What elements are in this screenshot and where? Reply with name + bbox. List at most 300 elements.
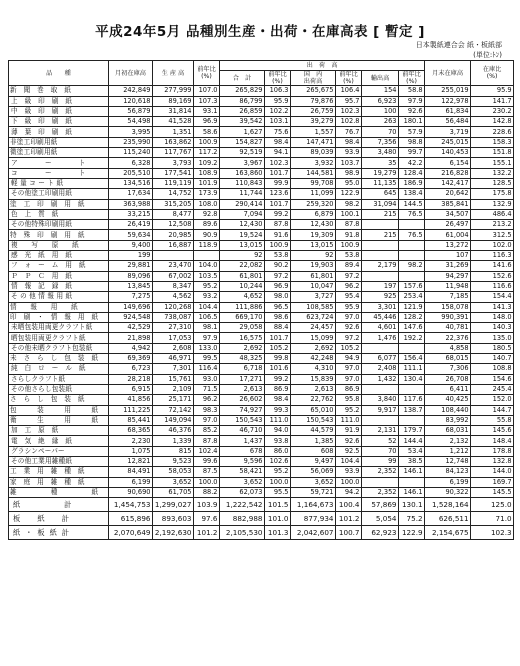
cell-value: 111,886	[220, 302, 265, 312]
cell-value: 132.8	[471, 456, 514, 466]
cell-value: 14,752	[153, 189, 194, 199]
cell-value: 111.1	[399, 364, 425, 374]
cell-value: 23,470	[153, 261, 194, 271]
cell-value: 4,942	[109, 343, 153, 353]
cell-value: 31,094	[362, 199, 399, 209]
row-label: 複 写 原 紙	[9, 240, 109, 250]
cell-value: 59,634	[109, 230, 153, 240]
cell-value: 1,627	[220, 127, 265, 137]
cell-value: 93.1	[194, 106, 220, 116]
cell-value: 179.7	[399, 426, 425, 436]
cell-value: 117.2	[194, 148, 220, 158]
cell-value: 242,849	[109, 86, 153, 96]
cell-value: 3,301	[362, 302, 399, 312]
table-body	[9, 86, 514, 540]
cell-value: 1,437	[220, 436, 265, 446]
cell-value: 26,602	[220, 395, 265, 405]
cell-value: 134,516	[109, 178, 153, 188]
cell-value: 9,917	[362, 405, 399, 415]
cell-value: 132.2	[471, 168, 514, 178]
cell-value: 42.2	[399, 158, 425, 168]
cell-value: 263	[362, 117, 399, 127]
cell-value: 95.4	[336, 292, 362, 302]
cell-value: 98.3	[194, 405, 220, 415]
cell-value: 102.0	[471, 240, 514, 250]
cell-value	[399, 240, 425, 250]
cell-value: 56,879	[109, 106, 153, 116]
cell-value: 45,446	[362, 312, 399, 322]
cell-value: 259,320	[291, 199, 336, 209]
cell-value: 29,058	[220, 323, 265, 333]
row-label: 色 上 質 紙	[9, 209, 109, 219]
cell-value: 89.6	[194, 220, 220, 230]
cell-value: 89.4	[336, 261, 362, 271]
cell-value: 99.9	[265, 178, 291, 188]
cell-value: 99.6	[194, 456, 220, 466]
cell-value: 148.0	[471, 312, 514, 322]
cell-value: 70	[362, 446, 399, 456]
cell-value: 62,923	[362, 526, 399, 540]
cell-value: 59,721	[291, 487, 336, 497]
cell-value: 102.3	[471, 526, 514, 540]
cell-value: 145.6	[471, 426, 514, 436]
header-production: 生 産 高	[153, 61, 194, 86]
cell-value: 96.9	[194, 117, 220, 127]
cell-value: 22,376	[425, 333, 471, 343]
cell-value: 9,497	[291, 456, 336, 466]
row-label: 情 報 用 紙	[9, 302, 109, 312]
cell-value: 7,306	[425, 364, 471, 374]
subtotal-row	[9, 230, 514, 240]
cell-value: 151.8	[471, 148, 514, 158]
cell-value: 42,248	[291, 354, 336, 364]
cell-value: 8,347	[153, 281, 194, 291]
cell-value: 245.4	[471, 384, 514, 394]
cell-value: 6,328	[109, 158, 153, 168]
cell-value: 3,840	[362, 395, 399, 405]
cell-value: 99	[362, 456, 399, 466]
table-row	[9, 323, 514, 333]
cell-value: 116.6	[471, 281, 514, 291]
cell-value: 626,511	[425, 512, 471, 526]
table-row	[9, 178, 514, 188]
cell-value: 2,192,630	[153, 526, 194, 540]
cell-value: 70	[362, 127, 399, 137]
cell-value: 265,829	[220, 86, 265, 96]
cell-value: 154.4	[471, 292, 514, 302]
cell-value: 7,185	[425, 292, 471, 302]
table-row	[9, 251, 514, 261]
cell-value	[362, 251, 399, 261]
cell-value: 98.1	[194, 323, 220, 333]
cell-value: 12,821	[109, 456, 153, 466]
cell-value: 2,352	[362, 487, 399, 497]
cell-value: 5,054	[362, 512, 399, 526]
header-shipments-total: 合 計	[220, 71, 265, 86]
cell-value: 29,881	[109, 261, 153, 271]
cell-value: 669,170	[220, 312, 265, 322]
cell-value: 89,096	[109, 271, 153, 281]
cell-value: 205,510	[109, 168, 153, 178]
table-row	[9, 364, 514, 374]
cell-value: 52	[362, 436, 399, 446]
table-row	[9, 271, 514, 281]
cell-value	[399, 220, 425, 230]
row-label: 未 さ ら し 包 装 紙	[9, 354, 109, 364]
cell-value: 1,222,542	[220, 498, 265, 512]
cell-value: 255,019	[425, 86, 471, 96]
subtotal-row	[9, 477, 514, 487]
cell-value: 98.0	[265, 292, 291, 302]
cell-value: 100.9	[265, 240, 291, 250]
cell-value: 2,131	[362, 426, 399, 436]
table-row	[9, 240, 514, 250]
cell-value: 11,099	[291, 189, 336, 199]
cell-value: 92	[220, 251, 265, 261]
row-label: 加 工 原 紙	[9, 426, 109, 436]
cell-value: 88.2	[194, 487, 220, 497]
cell-value: 277,999	[153, 86, 194, 96]
cell-value: 31,269	[425, 261, 471, 271]
cell-value: 3,652	[220, 477, 265, 487]
cell-value: 100.1	[336, 209, 362, 219]
cell-value: 119,119	[153, 178, 194, 188]
cell-value: 145.5	[471, 487, 514, 497]
cell-value: 46,971	[153, 354, 194, 364]
cell-value: 92.8	[194, 209, 220, 219]
subtotal-row	[9, 86, 514, 96]
cell-value: 138.7	[399, 405, 425, 415]
subtotal-row	[9, 467, 514, 477]
cell-value: 149,094	[153, 415, 194, 425]
row-label: Ｐ Ｐ Ｃ 用 紙	[9, 271, 109, 281]
cell-value: 61,004	[425, 230, 471, 240]
cell-value: 100.0	[336, 477, 362, 487]
cell-value: 230.2	[471, 106, 514, 116]
cell-value: 146.1	[399, 487, 425, 497]
cell-value: 26,497	[425, 220, 471, 230]
cell-value: 128.5	[471, 178, 514, 188]
cell-value	[399, 384, 425, 394]
cell-value: 103.5	[194, 271, 220, 281]
cell-value	[399, 271, 425, 281]
cell-value: 154	[362, 86, 399, 96]
cell-value: 57.9	[399, 127, 425, 137]
row-label: さ ら し 包 装 紙	[9, 395, 109, 405]
cell-value: 608	[291, 446, 336, 456]
cell-value: 4,310	[291, 364, 336, 374]
cell-value: 156.4	[399, 354, 425, 364]
cell-value	[153, 251, 194, 261]
header-inventory-ratio: 在庫比 (%)	[471, 61, 514, 86]
cell-value: 157.6	[399, 281, 425, 291]
total-row	[9, 512, 514, 526]
cell-value: 88.4	[265, 323, 291, 333]
cell-value: 72,142	[153, 405, 194, 415]
cell-value: 101.2	[336, 512, 362, 526]
cell-value: 106.4	[336, 86, 362, 96]
cell-value: 12,430	[291, 220, 336, 230]
cell-value: 102.2	[265, 106, 291, 116]
cell-value: 71.0	[471, 512, 514, 526]
cell-value: 120,618	[109, 96, 153, 106]
cell-value: 213.2	[471, 220, 514, 230]
table-row	[9, 446, 514, 456]
table-row	[9, 384, 514, 394]
cell-value: 6,718	[220, 364, 265, 374]
row-label: 印 刷 ・ 情 報 用 紙	[9, 312, 109, 322]
cell-value: 2,692	[291, 343, 336, 353]
header-category: 品 種	[9, 61, 109, 86]
cell-value: 144,581	[291, 168, 336, 178]
cell-value: 104.4	[194, 302, 220, 312]
cell-value: 7,301	[153, 364, 194, 374]
cell-value: 149,696	[109, 302, 153, 312]
cell-value: 101.5	[265, 498, 291, 512]
cell-value: 99.7	[399, 148, 425, 158]
subtotal-row	[9, 354, 514, 364]
cell-value: 87.8	[265, 220, 291, 230]
cell-value: 87.5	[194, 467, 220, 477]
cell-value: 101.7	[265, 333, 291, 343]
cell-value: 58.6	[194, 127, 220, 137]
cell-value: 98.8	[399, 137, 425, 147]
table-row	[9, 374, 514, 384]
cell-value: 61,801	[220, 271, 265, 281]
cell-value: 6,199	[425, 477, 471, 487]
cell-value: 4,601	[362, 323, 399, 333]
row-label: そ の 他 情 報 用 紙	[9, 292, 109, 302]
cell-value: 197	[362, 281, 399, 291]
cell-value: 56,484	[425, 117, 471, 127]
cell-value: 40,425	[425, 395, 471, 405]
cell-value: 925	[362, 292, 399, 302]
cell-value: 57,869	[362, 498, 399, 512]
cell-value: 6,411	[425, 384, 471, 394]
cell-value: 84,491	[109, 467, 153, 477]
subtotal-row	[9, 395, 514, 405]
cell-value: 102.4	[194, 446, 220, 456]
row-label: ア ー ト	[9, 158, 109, 168]
cell-value: 97.0	[336, 364, 362, 374]
cell-value: 3,719	[425, 127, 471, 137]
cell-value: 154.6	[471, 374, 514, 384]
table-row	[9, 106, 514, 116]
cell-value: 99.8	[265, 354, 291, 364]
header-total-yoy: 前年比 (%)	[265, 71, 291, 86]
cell-value	[362, 240, 399, 250]
cell-value: 104.0	[194, 261, 220, 271]
table-row	[9, 127, 514, 137]
cell-value: 24,457	[291, 323, 336, 333]
cell-value: 13,845	[109, 281, 153, 291]
cell-value: 116.4	[194, 364, 220, 374]
cell-value	[194, 251, 220, 261]
table-row	[9, 426, 514, 436]
cell-value: 6,915	[109, 384, 153, 394]
table-row	[9, 117, 514, 127]
cell-value: 6,723	[109, 364, 153, 374]
row-label: さらしクラフト紙	[9, 374, 109, 384]
cell-value: 102.3	[265, 158, 291, 168]
row-label: 上 級 印 刷 紙	[9, 96, 109, 106]
cell-value: 98.4	[265, 395, 291, 405]
cell-value: 130.1	[399, 498, 425, 512]
cell-value: 86.0	[265, 446, 291, 456]
cell-value: 146.1	[399, 467, 425, 477]
cell-value: 363,988	[109, 199, 153, 209]
cell-value: 97.0	[336, 374, 362, 384]
cell-value: 61,834	[425, 106, 471, 116]
cell-value: 93.0	[194, 374, 220, 384]
cell-value: 140.7	[471, 354, 514, 364]
cell-value: 103.7	[336, 158, 362, 168]
cell-value: 100.0	[265, 477, 291, 487]
subtotal-row	[9, 137, 514, 147]
cell-value: 41,528	[153, 117, 194, 127]
cell-value: 122,978	[425, 96, 471, 106]
cell-value: 142,417	[425, 178, 471, 188]
cell-value: 4,562	[153, 292, 194, 302]
cell-value: 186.9	[399, 178, 425, 188]
cell-value: 9,596	[220, 456, 265, 466]
cell-value: 15,839	[291, 374, 336, 384]
cell-value: 117,767	[153, 148, 194, 158]
cell-value: 169.7	[471, 477, 514, 487]
cell-value: 7,356	[362, 137, 399, 147]
cell-value: 4,858	[425, 343, 471, 353]
cell-value: 83,992	[425, 415, 471, 425]
cell-value: 990,391	[425, 312, 471, 322]
cell-value: 96.2	[194, 395, 220, 405]
cell-value: 67,002	[153, 271, 194, 281]
subtotal-row	[9, 148, 514, 158]
cell-value: 116.3	[471, 251, 514, 261]
cell-value: 94,297	[425, 271, 471, 281]
row-label: 微塗工印刷用紙	[9, 148, 109, 158]
cell-value: 180.5	[471, 343, 514, 353]
cell-value: 97.2	[336, 333, 362, 343]
cell-value: 86.9	[336, 384, 362, 394]
cell-value: 89,039	[291, 148, 336, 158]
cell-value: 97.2	[336, 271, 362, 281]
cell-value: 26,419	[109, 220, 153, 230]
cell-value: 140,453	[425, 148, 471, 158]
row-label: 未晒包装用両更クラフト紙	[9, 323, 109, 333]
row-label: 雑 種 紙	[9, 487, 109, 497]
cell-value: 102.6	[265, 456, 291, 466]
cell-value: 199	[109, 251, 153, 261]
cell-value: 16,887	[153, 240, 194, 250]
cell-value: 152.6	[471, 271, 514, 281]
cell-value: 91.8	[336, 230, 362, 240]
cell-value: 2,105,530	[220, 526, 265, 540]
cell-value: 101.7	[265, 168, 291, 178]
cell-value: 148.4	[471, 436, 514, 446]
cell-value: 645	[362, 189, 399, 199]
cell-value: 96.2	[336, 281, 362, 291]
cell-value: 95.2	[194, 281, 220, 291]
cell-value: 3,652	[291, 477, 336, 487]
cell-value: 95.2	[265, 467, 291, 477]
header-export: 輸出高	[362, 71, 399, 86]
cell-value: 315,205	[153, 199, 194, 209]
cell-value: 61,801	[291, 271, 336, 281]
cell-value: 290,414	[220, 199, 265, 209]
cell-value: 53.8	[336, 251, 362, 261]
cell-value: 101.7	[265, 199, 291, 209]
cell-value: 2,109	[153, 384, 194, 394]
cell-value: 216,828	[425, 168, 471, 178]
row-label: グラシンペーパー	[9, 446, 109, 456]
cell-value: 16,575	[220, 333, 265, 343]
cell-value: 90.9	[194, 230, 220, 240]
cell-value: 97.9	[399, 96, 425, 106]
cell-value: 108.8	[471, 364, 514, 374]
header-closing-inventory: 月末在庫高	[425, 61, 471, 86]
cell-value: 22,082	[220, 261, 265, 271]
cell-value: 1,385	[291, 436, 336, 446]
subtotal-row	[9, 487, 514, 497]
cell-value: 31,814	[153, 106, 194, 116]
cell-value: 76.7	[336, 127, 362, 137]
cell-value: 486.4	[471, 209, 514, 219]
cell-value: 99.2	[265, 209, 291, 219]
row-label: 塗 工 印 刷 用 紙	[9, 199, 109, 209]
cell-value: 2,352	[362, 467, 399, 477]
table-row	[9, 333, 514, 343]
cell-value: 26,708	[425, 374, 471, 384]
cell-value: 97.0	[194, 415, 220, 425]
cell-value: 141.7	[471, 96, 514, 106]
cell-value	[399, 343, 425, 353]
cell-value: 8,477	[153, 209, 194, 219]
cell-value: 2,042,607	[291, 526, 336, 540]
cell-value: 152.0	[471, 395, 514, 405]
cell-value: 48,325	[220, 354, 265, 364]
cell-value: 1,212	[425, 446, 471, 456]
cell-value: 1,351	[153, 127, 194, 137]
row-label: 中 級 印 刷 紙	[9, 106, 109, 116]
cell-value: 1,075	[109, 446, 153, 456]
cell-value: 1,528,164	[425, 498, 471, 512]
cell-value	[362, 343, 399, 353]
cell-value: 108,440	[425, 405, 471, 415]
cell-value: 69,369	[109, 354, 153, 364]
cell-value: 90.2	[265, 261, 291, 271]
cell-value: 39,279	[291, 117, 336, 127]
table-row	[9, 261, 514, 271]
cell-value: 97.0	[336, 312, 362, 322]
cell-value: 111,225	[109, 405, 153, 415]
cell-value: 109.2	[194, 158, 220, 168]
row-label: 下 級 印 刷 紙	[9, 117, 109, 127]
cell-value: 94.1	[265, 148, 291, 158]
cell-value: 1,164,673	[291, 498, 336, 512]
cell-value: 15,099	[291, 333, 336, 343]
cell-value: 6,154	[425, 158, 471, 168]
cell-value: 117.6	[399, 395, 425, 405]
cell-value: 93.9	[336, 148, 362, 158]
cell-value: 6,923	[362, 96, 399, 106]
cell-value: 94.2	[336, 487, 362, 497]
cell-value: 108,585	[291, 302, 336, 312]
total-row	[9, 498, 514, 512]
cell-value: 385,841	[425, 199, 471, 209]
cell-value: 85,441	[109, 415, 153, 425]
cell-value: 135.0	[471, 333, 514, 343]
cell-value: 3,727	[291, 292, 336, 302]
